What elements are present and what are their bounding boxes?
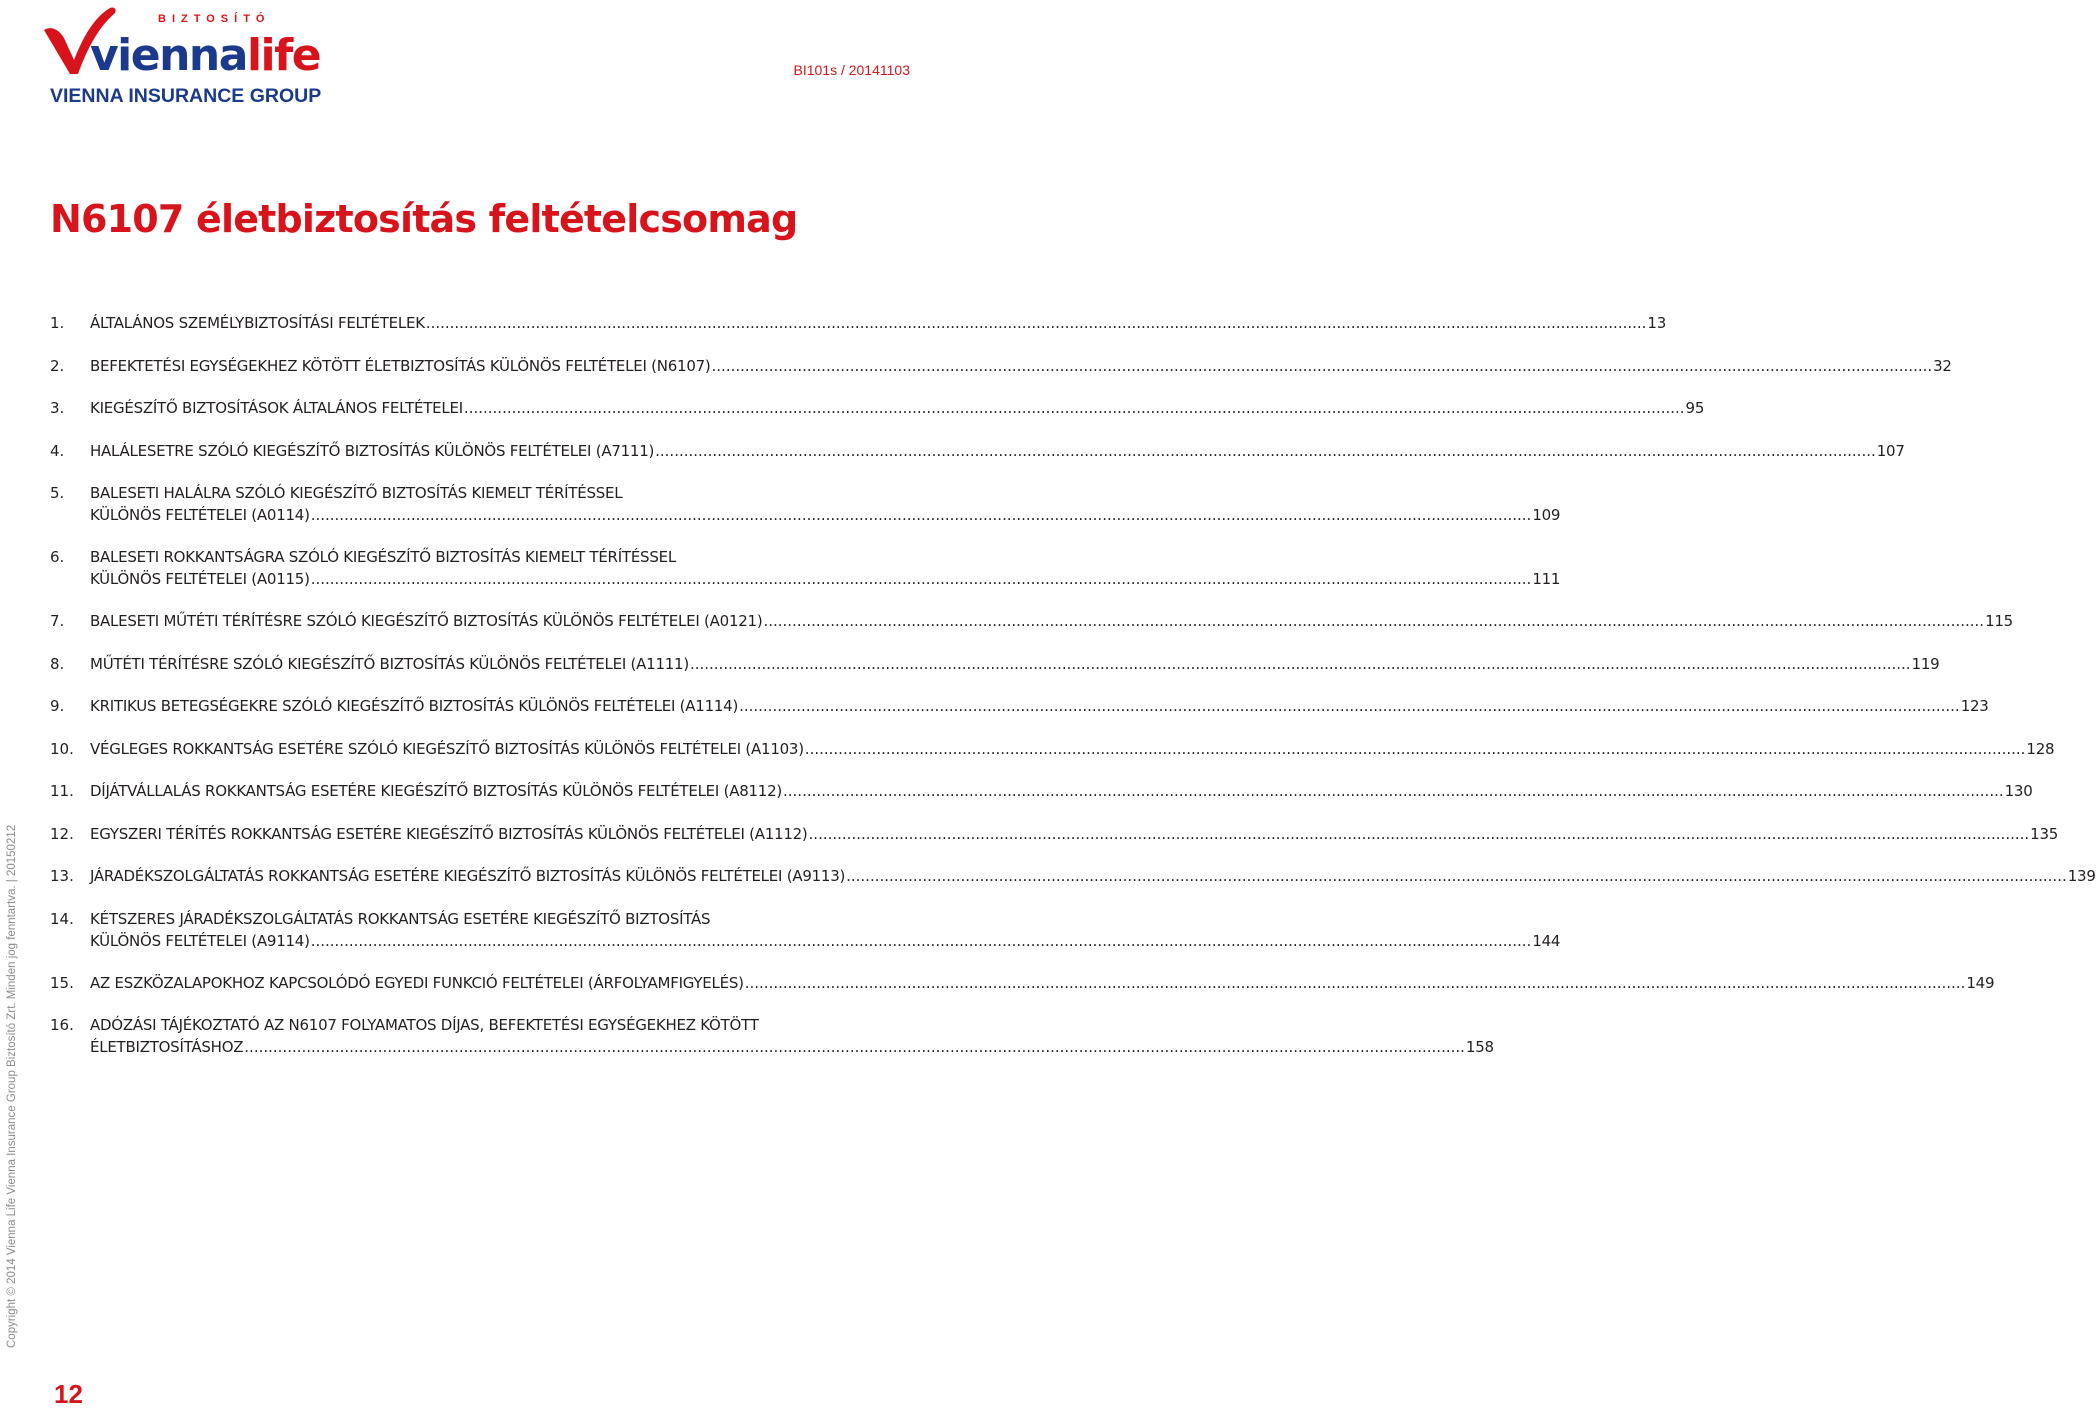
toc-item-number: 4. xyxy=(50,441,65,460)
toc-item-title-line: VÉGLEGES ROKKANTSÁG ESETÉRE SZÓLÓ KIEGÉSZÍTŐ BIZTOSÍTÁS KÜLÖNÖS FELTÉTELEI (A1103) xyxy=(90,739,804,758)
table-of-contents xyxy=(50,312,2096,1078)
toc-item-title-line: KÉTSZERES JÁRADÉKSZOLGÁLTATÁS ROKKANTSÁG ESETÉRE KIEGÉSZÍTŐ BIZTOSÍTÁS xyxy=(90,909,711,928)
toc-item-entry xyxy=(90,610,2013,632)
toc-item-page: 119 xyxy=(1911,654,1940,673)
toc-item[interactable] xyxy=(50,312,1667,355)
toc-leader-dots xyxy=(426,312,1647,334)
logo-small-caps: BIZTOSÍTÓ xyxy=(158,13,271,25)
toc-item-entry xyxy=(90,312,1666,334)
toc-item-title-line: MŰTÉTI TÉRÍTÉSRE SZÓLÓ KIEGÉSZÍTŐ BIZTOSÍTÁS KÜLÖNÖS FELTÉTELEI (A1111) xyxy=(90,654,689,673)
toc-item-number: 14. xyxy=(50,909,74,928)
toc-item-number: 11. xyxy=(50,782,74,800)
toc-item-page: 158 xyxy=(1465,1038,1494,1056)
toc-leader-dots xyxy=(745,972,1966,994)
toc-item-entry xyxy=(90,695,1989,717)
toc-item-number: 1. xyxy=(50,314,65,332)
toc-item-page: 144 xyxy=(1532,931,1561,950)
svg-text:viennalife xyxy=(90,30,320,81)
toc-item-number: 7. xyxy=(50,612,65,630)
toc-item-page: 115 xyxy=(1985,612,2013,630)
toc-leader-dots xyxy=(311,504,1532,526)
toc-item-title-line: HALÁLESETRE SZÓLÓ KIEGÉSZÍTŐ BIZTOSÍTÁS KÜLÖNÖS FELTÉTELEI (A7111) xyxy=(90,441,655,460)
copyright-sidebar: Copyright © 2014 Vienna Life Vienna Insurance Group Biztosító Zrt. Minden jog fenntartva. | 20150212 xyxy=(6,824,18,1348)
page-title: N6107 életbiztosítás feltételcsomag xyxy=(50,197,798,241)
toc-item-entry xyxy=(90,738,2054,760)
logo-brand-vienna: vienna xyxy=(90,30,247,81)
toc-leader-dots xyxy=(655,440,1876,462)
toc-item-title-line: ADÓZÁSI TÁJÉKOZTATÓ AZ N6107 FOLYAMATOS DÍJAS, BEFEKTETÉSI EGYSÉGEKHEZ KÖTÖTT xyxy=(90,1016,759,1034)
toc-item-title-line: JÁRADÉKSZOLGÁLTATÁS ROKKANTSÁG ESETÉRE KIEGÉSZÍTŐ BIZTOSÍTÁS KÜLÖNÖS FELTÉTELEI (A9113) xyxy=(90,867,846,885)
toc-item-page: 95 xyxy=(1685,399,1705,417)
toc-leader-dots xyxy=(809,823,2030,845)
toc-item-title-line: ÉLETBIZTOSÍTÁSHOZ xyxy=(90,1038,244,1056)
toc-item-entry xyxy=(90,972,1994,994)
toc-item-number: 12. xyxy=(50,824,74,843)
toc-item-entry xyxy=(90,865,2096,887)
toc-item-entry xyxy=(90,397,1704,419)
toc-item-page: 111 xyxy=(1532,570,1561,588)
page-number: 12 xyxy=(54,1379,83,1409)
toc-item[interactable] xyxy=(50,1014,1494,1078)
toc-item-number: 3. xyxy=(50,399,65,417)
toc-item-title-line: BALESETI HALÁLRA SZÓLÓ KIEGÉSZÍTŐ BIZTOSÍTÁS KIEMELT TÉRÍTÉSSEL xyxy=(90,484,623,502)
toc-item-entry xyxy=(90,780,2033,802)
toc-item-number: 13. xyxy=(50,867,74,885)
viennalife-logo xyxy=(38,4,328,108)
toc-item-title-line: BEFEKTETÉSI EGYSÉGEKHEZ KÖTÖTT ÉLETBIZTOSÍTÁS KÜLÖNÖS FELTÉTELEI (N6107) xyxy=(90,356,711,375)
toc-item-entry xyxy=(90,653,1939,675)
toc-item-title-line: AZ ESZKÖZALAPOKHOZ KAPCSOLÓDÓ EGYEDI FUNKCIÓ FELTÉTELEI (ÁRFOLYAMFIGYELÉS) xyxy=(90,973,744,992)
toc-item[interactable] xyxy=(50,780,2033,823)
toc-item-page: 130 xyxy=(2004,782,2033,800)
toc-item-page: 139 xyxy=(2067,867,2096,885)
toc-item-page: 109 xyxy=(1532,506,1561,524)
toc-item[interactable] xyxy=(50,908,1561,972)
toc-item-title-line: KRITIKUS BETEGSÉGEKRE SZÓLÓ KIEGÉSZÍTŐ BIZTOSÍTÁS KÜLÖNÖS FELTÉTELEI (A1114) xyxy=(90,697,739,715)
toc-item[interactable] xyxy=(50,972,1995,1015)
toc-item-number: 6. xyxy=(50,548,65,566)
toc-leader-dots xyxy=(244,1036,1465,1058)
toc-item-number: 8. xyxy=(50,654,65,673)
toc-item-page: 149 xyxy=(1966,973,1995,992)
toc-leader-dots xyxy=(712,355,1933,377)
toc-item-number: 15. xyxy=(50,973,74,992)
toc-leader-dots xyxy=(763,610,1984,632)
toc-item-entry xyxy=(90,482,1560,526)
toc-leader-dots xyxy=(739,695,1960,717)
logo-brand-life: life xyxy=(246,30,321,81)
toc-leader-dots xyxy=(311,568,1532,590)
toc-item-title-line: ÁLTALÁNOS SZEMÉLYBIZTOSÍTÁSI FELTÉTELEK xyxy=(90,314,425,332)
toc-leader-dots xyxy=(464,397,1685,419)
toc-item-entry xyxy=(90,355,1952,377)
toc-item-entry xyxy=(90,546,1560,590)
toc-item-title-line: BALESETI MŰTÉTI TÉRÍTÉSRE SZÓLÓ KIEGÉSZÍTŐ BIZTOSÍTÁS KÜLÖNÖS FELTÉTELEI (A0121) xyxy=(90,612,763,630)
document-reference: BI101s / 20141103 xyxy=(793,62,910,78)
toc-item[interactable] xyxy=(50,610,2013,653)
toc-item-number: 5. xyxy=(50,484,65,502)
toc-item-number: 16. xyxy=(50,1016,74,1034)
toc-item-page: 123 xyxy=(1960,697,1989,715)
toc-item[interactable] xyxy=(50,865,2096,908)
toc-item-page: 32 xyxy=(1933,356,1952,375)
toc-item[interactable] xyxy=(50,397,1705,440)
toc-item-number: 9. xyxy=(50,697,65,715)
toc-item[interactable] xyxy=(50,738,2055,781)
toc-item-page: 128 xyxy=(2026,739,2055,758)
toc-item-title-line: EGYSZERI TÉRÍTÉS ROKKANTSÁG ESETÉRE KIEGÉSZÍTŐ BIZTOSÍTÁS KÜLÖNÖS FELTÉTELEI (A1112) xyxy=(90,824,808,843)
toc-item-number: 2. xyxy=(50,356,65,375)
toc-item[interactable] xyxy=(50,546,1561,610)
toc-leader-dots xyxy=(690,653,1911,675)
toc-item-page: 135 xyxy=(2030,824,2059,843)
toc-item[interactable] xyxy=(50,695,1989,738)
toc-item[interactable] xyxy=(50,355,1952,398)
toc-item-title-line: BALESETI ROKKANTSÁGRA SZÓLÓ KIEGÉSZÍTŐ BIZTOSÍTÁS KIEMELT TÉRÍTÉSSEL xyxy=(90,548,676,566)
toc-item[interactable] xyxy=(50,823,2059,866)
toc-item-title-line: DÍJÁTVÁLLALÁS ROKKANTSÁG ESETÉRE KIEGÉSZÍTŐ BIZTOSÍTÁS KÜLÖNÖS FELTÉTELEI (A8112) xyxy=(90,782,782,800)
toc-leader-dots xyxy=(311,930,1532,952)
toc-item[interactable] xyxy=(50,653,1940,696)
toc-item-title-line: KÜLÖNÖS FELTÉTELEI (A9114) xyxy=(90,931,310,950)
toc-item-page: 107 xyxy=(1876,441,1905,460)
toc-leader-dots xyxy=(846,865,2067,887)
toc-item-number: 10. xyxy=(50,739,74,758)
toc-leader-dots xyxy=(805,738,2026,760)
logo-group-name: VIENNA INSURANCE GROUP xyxy=(50,85,322,107)
toc-item-title-line: KIEGÉSZÍTŐ BIZTOSÍTÁSOK ÁLTALÁNOS FELTÉTELEI xyxy=(90,399,463,417)
toc-item-entry xyxy=(90,440,1905,462)
toc-item-page: 13 xyxy=(1647,314,1667,332)
toc-item-entry xyxy=(90,823,2058,845)
toc-item[interactable] xyxy=(50,440,1905,483)
toc-item[interactable] xyxy=(50,482,1561,546)
toc-leader-dots xyxy=(783,780,2004,802)
toc-item-entry xyxy=(90,908,1560,952)
toc-item-entry xyxy=(90,1014,1494,1058)
toc-item-title-line: KÜLÖNÖS FELTÉTELEI (A0115) xyxy=(90,570,310,588)
toc-item-title-line: KÜLÖNÖS FELTÉTELEI (A0114) xyxy=(90,506,310,524)
